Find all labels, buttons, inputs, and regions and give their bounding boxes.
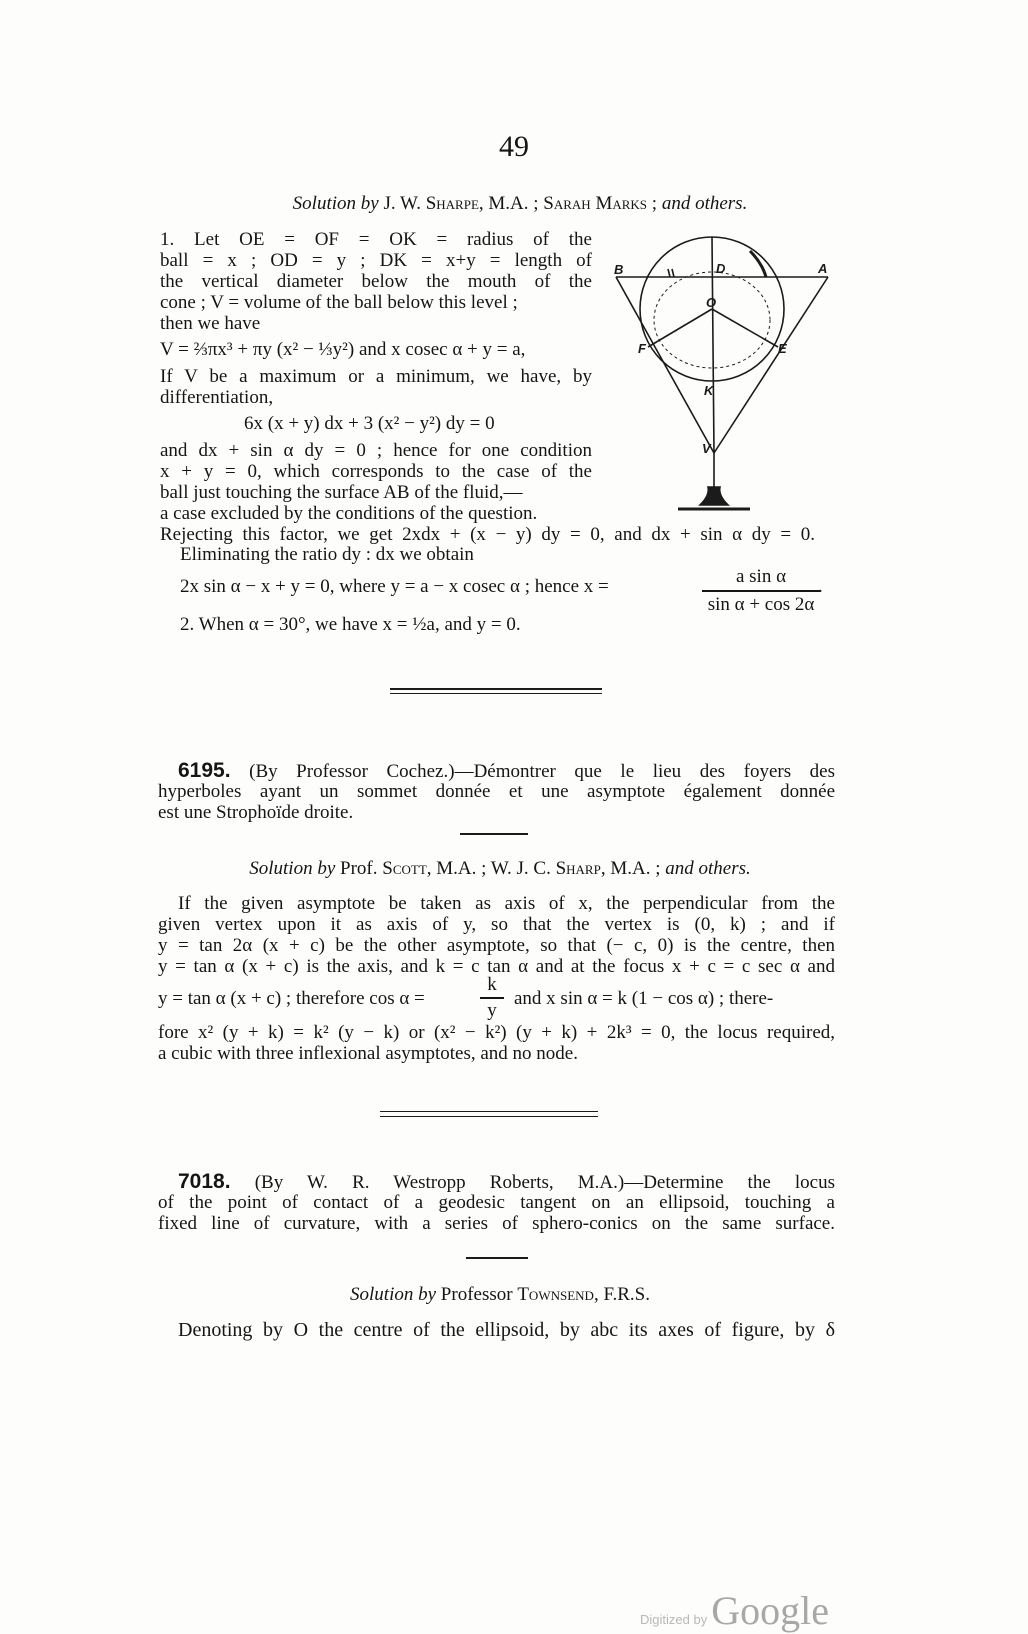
label-E: E	[778, 341, 787, 356]
label-K: K	[704, 383, 714, 398]
sec2-equation-right: and x sin α = k (1 − cos α) ; there-	[514, 988, 774, 1009]
sec1-line: and dx + sin α dy = 0 ; hence for one condition	[160, 440, 592, 461]
sec1-line: Rejecting this factor, we get 2xdx + (x − y) dy = 0, and dx + sin α dy = 0.	[160, 524, 815, 545]
section-divider-double	[380, 1116, 598, 1117]
sec1-line: cone ; V = volume of the ball below this level ;	[160, 292, 518, 313]
fraction-denominator: y	[487, 1000, 497, 1021]
sec1-line: If V be a maximum or a minimum, we have, by	[160, 366, 592, 387]
sec1-equation-result: 2x sin α − x + y = 0, where y = a − x cosec α ; hence x =	[180, 576, 609, 597]
problem-number: 6195.	[178, 759, 231, 782]
cone-ball-figure	[610, 225, 840, 525]
label-B: B	[614, 262, 624, 277]
sec2-equation-left: y = tan α (x + c) ; therefore cos α =	[158, 988, 425, 1009]
solution-byline-3: Solution by Professor Townsend, F.R.S.	[350, 1284, 650, 1305]
sec1-line: ball = x ; OD = y ; DK = x+y = length of	[160, 250, 592, 271]
sec1-equation-volume: V = ⅔πx³ + πy (x² − ⅓y²) and x cosec α + y = a,	[160, 339, 526, 360]
label-O: O	[706, 295, 717, 310]
page-number: 49	[499, 130, 529, 163]
sec1-line: differentiation,	[160, 387, 274, 408]
label-A: A	[818, 261, 828, 276]
sec1-line: the vertical diameter below the mouth of the	[160, 271, 592, 292]
sec2-body-line: y = tan 2α (x + c) be the other asymptote, so that (− c, 0) is the centre, then	[158, 935, 835, 956]
label-D: D	[716, 261, 726, 276]
sec2-body-line: given vertex upon it as axis of y, so that the vertex is (0, k) ; and if	[158, 914, 835, 935]
sec2-body-line: y = tan α (x + c) is the axis, and k = c tan α and at the focus x + c = c sec α and	[158, 956, 835, 977]
fraction-numerator: k	[487, 974, 497, 995]
sec2-body-line: a cubic with three inflexional asymptotes, and no node.	[158, 1043, 578, 1064]
sec1-line: a case excluded by the conditions of the question.	[160, 503, 538, 524]
fraction-numerator: a sin α	[735, 566, 787, 587]
problem-6195-line: hyperboles ayant un sommet donnée et une asymptote également donnée	[158, 781, 835, 802]
section-divider-double	[390, 688, 602, 690]
fraction-period: .	[818, 576, 823, 597]
sec1-fraction	[702, 566, 820, 618]
label-F: F	[638, 341, 646, 356]
sec1-equation-diff: 6x (x + y) dx + 3 (x² − y²) dy = 0	[244, 413, 495, 434]
google-logo: Google	[711, 1588, 829, 1633]
section-divider-double	[390, 693, 602, 694]
sec2-fraction	[480, 974, 504, 1024]
sec1-line: ball just touching the surface AB of the fluid,—	[160, 482, 523, 503]
problem-6195-line: 6195. (By Professor Cochez.)—Démontrer que le lieu des foyers des	[178, 759, 835, 782]
solution-byline-2: Solution by Prof. Scott, M.A. ; W. J. C. Sharp, M.A. ; and others.	[249, 858, 751, 879]
sec1-line: Eliminating the ratio dy : dx we obtain	[180, 544, 474, 565]
fraction-bar	[480, 997, 504, 999]
problem-number: 7018.	[178, 1170, 231, 1193]
problem-6195-line: est une Strophoïde droite.	[158, 802, 354, 823]
section-divider-double	[380, 1111, 598, 1112]
sec1-line: x + y = 0, which corresponds to the case of the	[160, 461, 592, 482]
label-V: V	[702, 441, 711, 456]
sec1-line: then we have	[160, 313, 261, 334]
problem-7018-line: fixed line of curvature, with a series of sphero-conics on the same surface.	[158, 1213, 835, 1234]
sec2-body-line: If the given asymptote be taken as axis of x, the perpendicular from the	[178, 893, 835, 914]
digitized-watermark: Digitized by Google	[640, 1588, 829, 1633]
problem-7018-line: of the point of contact of a geodesic tangent on an ellipsoid, touching a	[158, 1192, 835, 1213]
problem-7018-line: 7018. (By W. R. Westropp Roberts, M.A.)—Determine the locus	[178, 1170, 835, 1193]
fraction-denominator: sin α + cos 2α	[707, 594, 815, 615]
solution-byline-1: Solution by J. W. Sharpe, M.A. ; Sarah Marks ; and others.	[292, 193, 748, 214]
short-divider	[460, 833, 528, 835]
short-divider	[466, 1257, 528, 1259]
fraction-bar	[702, 590, 820, 592]
sec2-body-line: fore x² (y + k) = k² (y − k) or (x² − k²) (y + k) + 2k³ = 0, the locus required,	[158, 1022, 835, 1043]
sec3-body-line: Denoting by O the centre of the ellipsoid, by abc its axes of figure, by δ	[178, 1319, 835, 1341]
sec1-line: 1. Let OE = OF = OK = radius of the	[160, 229, 592, 250]
sec1-line-when: 2. When α = 30°, we have x = ½a, and y = 0.	[180, 614, 521, 635]
